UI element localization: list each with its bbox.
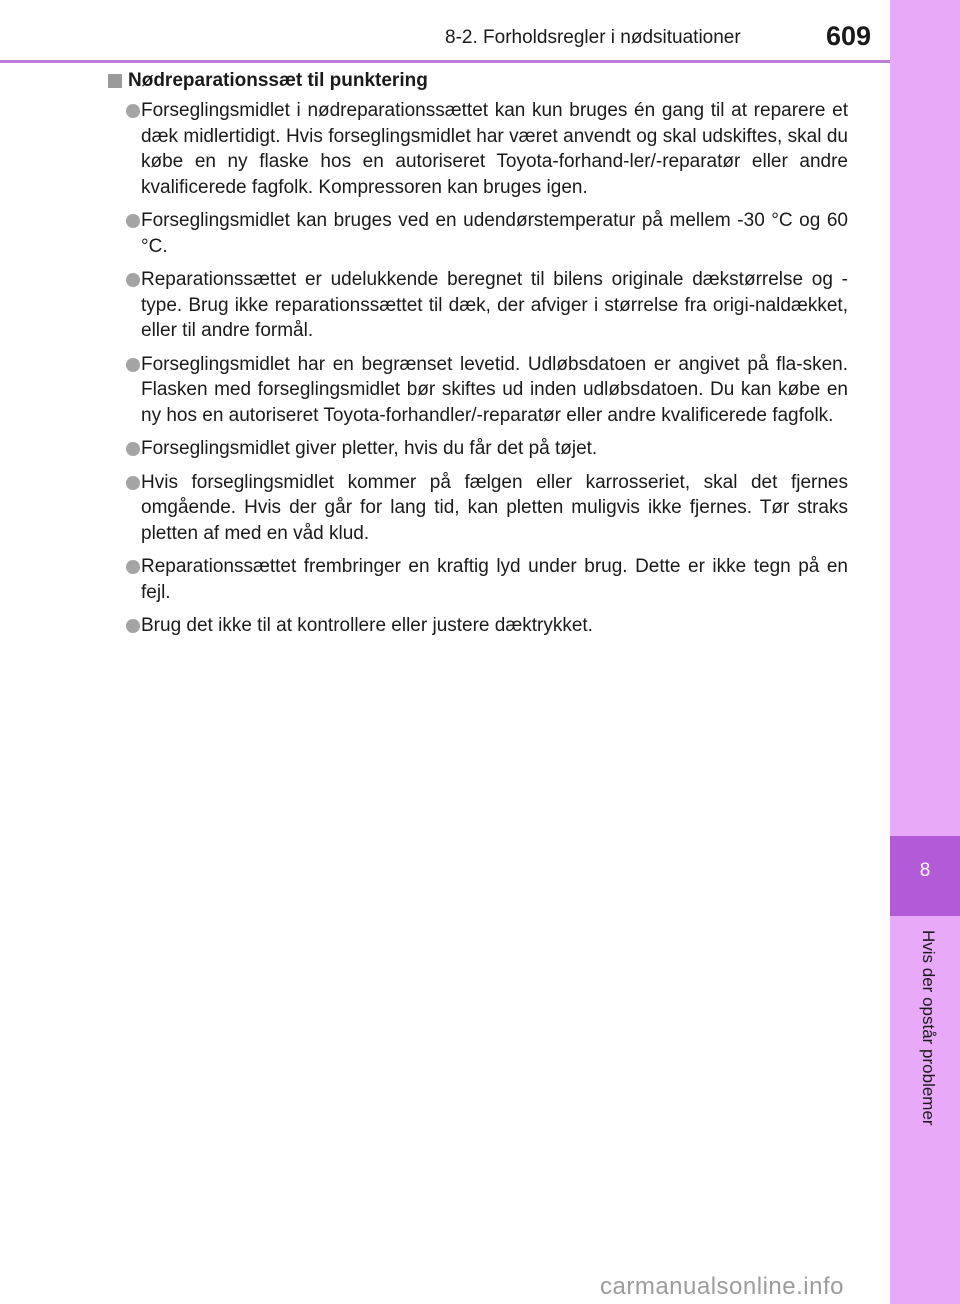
bullet-icon: [126, 273, 140, 287]
list-item-text: Forseglingsmidlet kan bruges ved en udendørstemperatur på mellem -30 °C og 60 °C.: [141, 210, 848, 257]
list-item-text: Forseglingsmidlet i nødreparationssættet kan kun bruges én gang til at reparere et dæk midlertidigt. Hvis forseglingsmidlet har været anvendt og skal udskiftes, skal du købe en ny flaske hos en autoriseret Toyota-forhand-ler/-reparatør eller andre kvalificerede fagfolk. Kompressoren kan bruges igen.: [141, 100, 848, 198]
list-item: [108, 267, 848, 344]
list-item: [108, 352, 848, 429]
page-number: 609: [826, 21, 872, 51]
watermark: carmanualsonline.info: [600, 1273, 844, 1300]
section-heading-text: Nødreparationssæt til punktering: [128, 70, 428, 91]
list-item: [108, 470, 848, 547]
bullet-icon: [126, 476, 140, 490]
bullet-icon: [126, 619, 140, 633]
list-item-text: Reparationssættet frembringer en kraftig lyd under brug. Dette er ikke tegn på en fejl.: [141, 556, 848, 603]
header-divider: [0, 60, 890, 63]
list-item-text: Forseglingsmidlet har en begrænset levetid. Udløbsdatoen er angivet på fla-sken. Flasken med forseglingsmidlet bør skiftes ud inden udløbsdatoen. Du kan købe en ny hos en autoriseret Toyota-forhandler/-reparatør eller andre kvalificerede fagfolk.: [141, 353, 848, 426]
bullet-icon: [126, 104, 140, 118]
chapter-number: 8: [919, 860, 931, 881]
chapter-number-box: [890, 836, 960, 916]
bullet-icon: [126, 358, 140, 372]
list-item: [108, 98, 848, 200]
list-item-text: Hvis forseglingsmidlet kommer på fælgen eller karrosseriet, skal det fjernes omgående. Hvis der går for lang tid, kan pletten muligvis ikke fjernes. Tør straks pletten af med en våd klud.: [141, 471, 848, 544]
section-heading: [108, 70, 848, 92]
running-header: 8-2. Forholdsregler i nødsituationer: [445, 27, 741, 48]
list-item-text: Forseglingsmidlet giver pletter, hvis du får det på tøjet.: [141, 438, 598, 459]
bullet-icon: [126, 442, 140, 456]
chapter-side-tab[interactable]: [890, 0, 960, 1304]
list-item: [108, 613, 848, 639]
list-item: [108, 436, 848, 462]
square-bullet-icon: [108, 74, 122, 88]
list-item: [108, 208, 848, 259]
chapter-title: Hvis der opstår problemer: [919, 930, 938, 1126]
bullet-icon: [126, 214, 140, 228]
list-item-text: Reparationssættet er udelukkende beregnet til bilens originale dækstørrelse og -type. Brug ikke reparationssættet til dæk, der afviger i størrelse fra origi-naldækket, eller til andre formål.: [141, 269, 848, 341]
bullet-icon: [126, 560, 140, 574]
list-item: [108, 554, 848, 605]
page-content: [108, 70, 848, 647]
list-item-text: Brug det ikke til at kontrollere eller justere dæktrykket.: [141, 615, 593, 636]
